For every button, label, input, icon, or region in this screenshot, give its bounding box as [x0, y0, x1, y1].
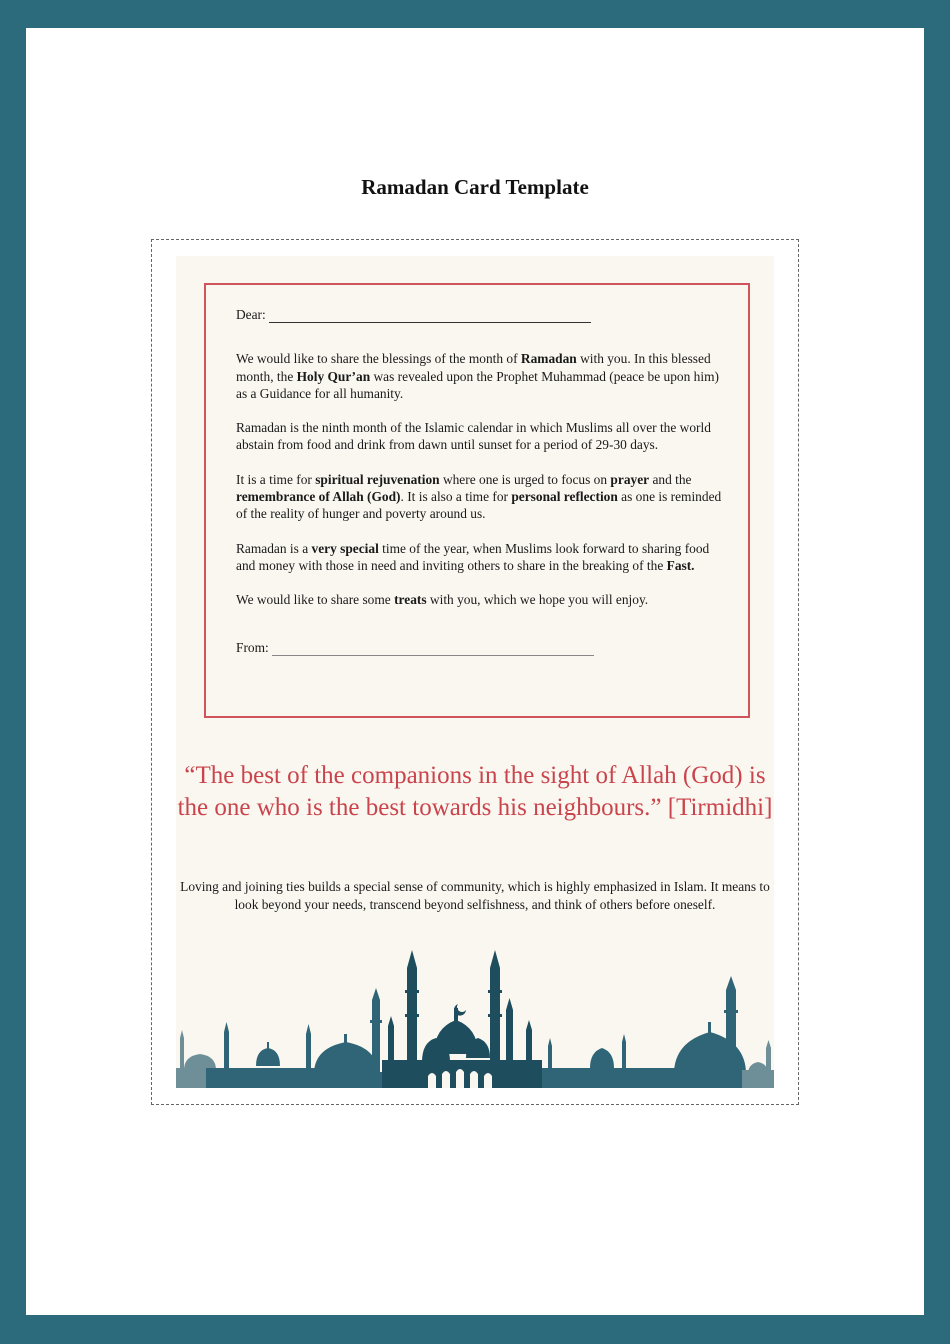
text-run: time of the year, when Muslims look forward to sharing food and money with those in need and inviting others to share in the breaking of the: [236, 540, 710, 573]
letter-paragraph: [236, 350, 726, 402]
text-run: with you, which we hope you will enjoy.: [426, 592, 649, 608]
bold-run: personal reflection: [511, 489, 618, 505]
text-run: It is a time for: [236, 471, 316, 487]
text-run: with you. In this blessed month, the: [236, 351, 711, 384]
skyline-right-light: [742, 1040, 774, 1088]
bold-run: remembrance of Allah (God): [236, 489, 401, 505]
text-run: We would like to share the blessings of the month of: [236, 351, 521, 367]
from-blank-line: [272, 643, 594, 656]
bold-run: Holy Qur’an: [296, 368, 371, 384]
skyline-right-mid: [542, 976, 746, 1088]
text-run: Ramadan is a: [236, 540, 312, 556]
letter-paragraph: [236, 471, 726, 523]
hadith-quote: “The best of the companions in the sight of Allah (God) is the one who is the best towards his neighbours.” [Tirmidhi]: [177, 762, 773, 821]
from-label: From:: [236, 639, 269, 655]
text-run: was revealed upon the Prophet Muhammad (peace be upon him) as a Guidance for all humanity.: [236, 368, 719, 401]
dear-blank-line: [269, 310, 591, 323]
text-run: where one is urged to focus on: [439, 471, 611, 487]
text-run: as one is reminded of the reality of hunger and poverty around us.: [236, 489, 722, 522]
bold-run: treats: [394, 592, 427, 608]
crescent-moon-icon: [454, 1004, 466, 1016]
skyline-left-mid: [206, 988, 388, 1088]
letter-body: [236, 306, 726, 656]
from-line: [236, 639, 726, 656]
page-title: Ramadan Card Template: [361, 175, 589, 199]
dear-line: [236, 306, 726, 323]
text-run: and the: [649, 471, 692, 487]
dear-label: Dear:: [236, 307, 266, 322]
skyline-central-mosque: [382, 950, 542, 1088]
community-note: Loving and joining ties builds a special sense of community, which is highly emphasized in Islam. It means to look beyond your needs, transcend beyond selfishness, and think of others before oneself.: [180, 879, 770, 912]
mosque-skyline-illustration: [176, 950, 774, 1088]
bold-run: Ramadan: [520, 351, 577, 367]
text-run: We would like to share some: [236, 592, 395, 608]
letter-paragraph: [236, 591, 726, 608]
bold-run: prayer: [610, 471, 650, 487]
text-run: . It is also a time for: [400, 489, 512, 505]
letter-paragraph: [236, 419, 726, 454]
bold-run: spiritual rejuvenation: [315, 471, 440, 487]
bold-run: very special: [311, 540, 379, 556]
letter-paragraph: [236, 540, 726, 575]
text-run: Ramadan is the ninth month of the Islamic calendar in which Muslims all over the world abstain from food and drink from dawn until sunset for a period of 29-30 days.: [236, 420, 711, 453]
bold-run: Fast.: [666, 557, 695, 573]
